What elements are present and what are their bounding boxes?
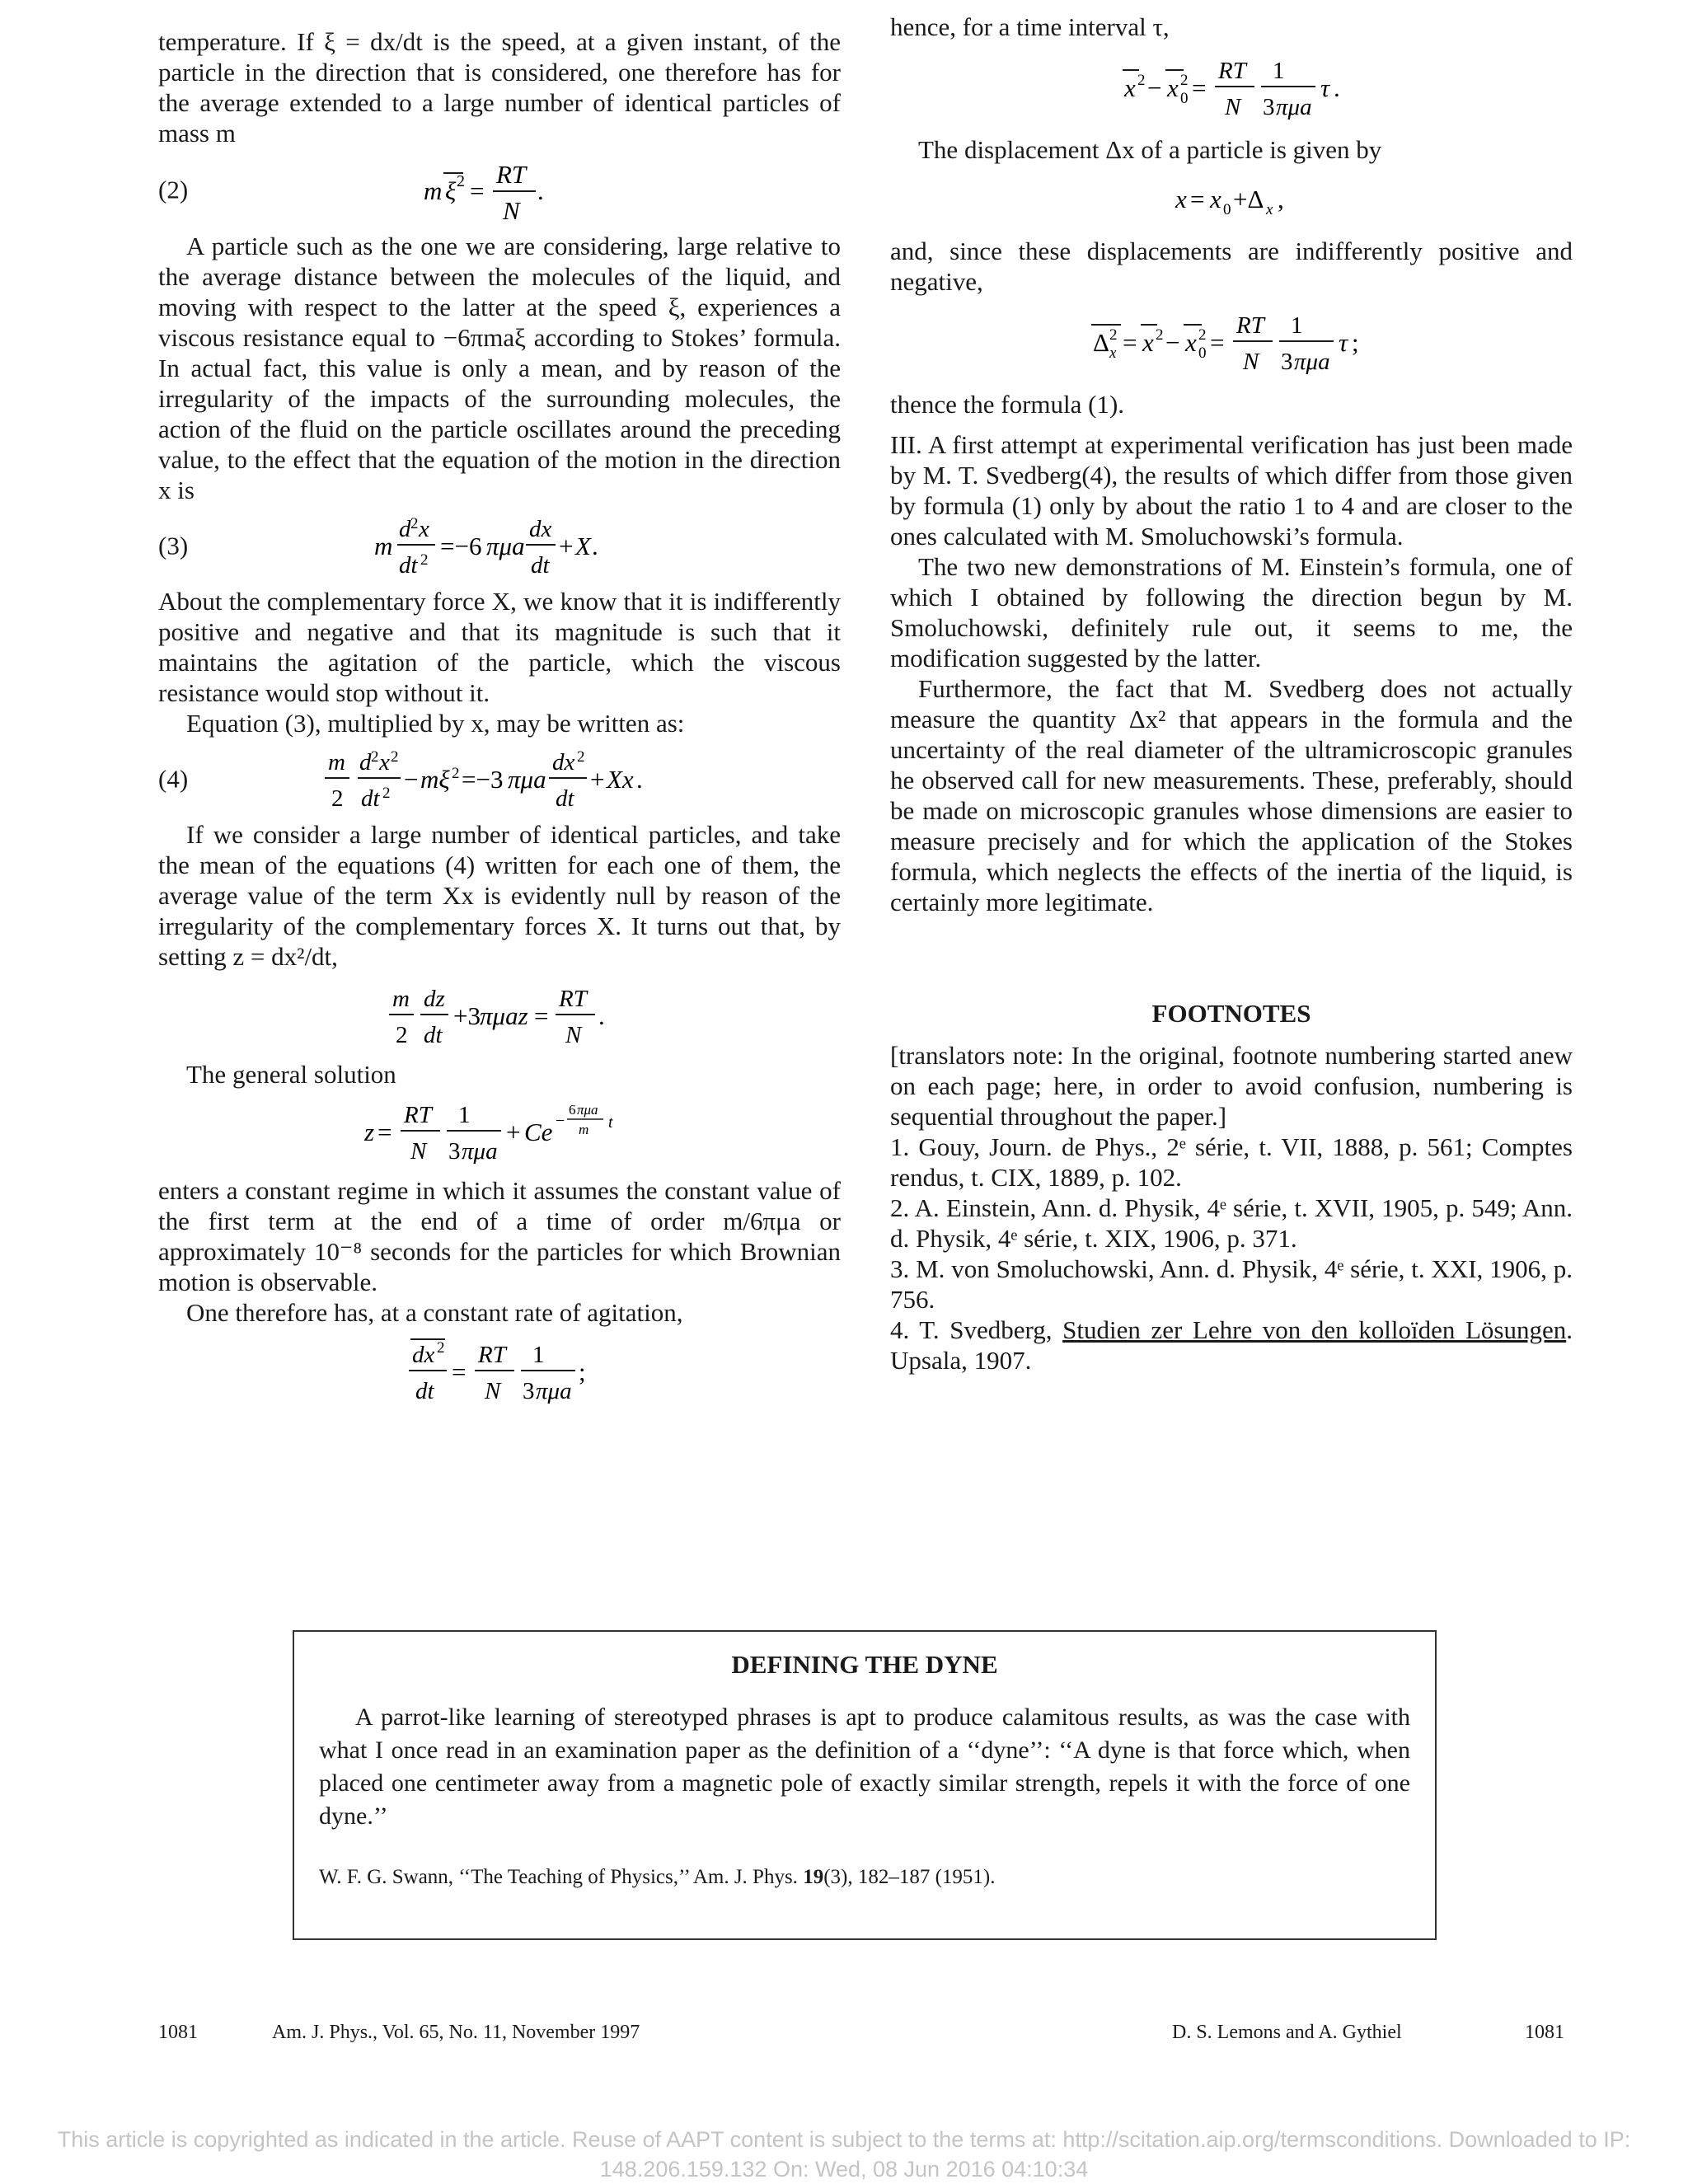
svg-text:N: N — [1243, 349, 1259, 375]
svg-text:2: 2 — [1156, 326, 1164, 344]
footnote-4-prefix: 4. T. Svedberg, — [890, 1315, 1063, 1344]
citation-text: W. F. G. Swann, ‘‘The Teaching of Physics,’’ Am. J. Phys. — [319, 1866, 804, 1888]
svg-text:=: = — [1210, 328, 1225, 357]
footnote-item: 1. Gouy, Journ. de Phys., 2ᵉ série, t. VII, 1888, p. 561; Comptes rendus, t. CIX, 1889, p. 102. — [890, 1132, 1573, 1192]
general-solution-formula — [158, 1096, 841, 1169]
svg-text:1: 1 — [1291, 312, 1303, 339]
svg-text:+Δ: +Δ — [1233, 185, 1264, 213]
paragraph-r7: Furthermore, the fact that M. Svedberg does not actually measure the quantity Δx² that appears in the formula and the uncertainty of the real diameter of the ultramicroscopic granules he observed call for new measurements. These, preferably, should be made on microscopic granules whose dimensions are easier to measure precisely and for which the application of the Stokes formula, which neglects the effects of the inertia of the liquid, is certainly more legitimate. — [890, 674, 1573, 916]
svg-text:πμa: πμa — [1294, 349, 1330, 375]
svg-text:+3: +3 — [453, 1001, 481, 1030]
svg-text:RT: RT — [1236, 312, 1264, 339]
right-column — [890, 12, 1573, 1376]
svg-text:.: . — [636, 765, 643, 794]
svg-text:t: t — [608, 1113, 613, 1132]
svg-text:=: = — [1190, 185, 1205, 213]
svg-text:x: x — [379, 749, 390, 776]
svg-text:dx: dx — [529, 516, 552, 542]
svg-text:2: 2 — [1137, 72, 1146, 89]
svg-text:=: = — [1192, 73, 1207, 102]
svg-text:x: x — [1185, 328, 1197, 357]
footnote-4-title: Studien zer Lehre von den kolloïden Lösungen — [1062, 1315, 1567, 1344]
svg-text:3: 3 — [448, 1138, 461, 1165]
box-citation — [319, 1866, 996, 1889]
footnote-item — [890, 1315, 1573, 1376]
svg-text:πμa: πμa — [508, 765, 546, 794]
footnote-item: 3. M. von Smoluchowski, Ann. d. Physik, 4ᵉ série, t. XXI, 1906, p. 756. — [890, 1254, 1573, 1314]
delta-squared-formula — [890, 303, 1573, 382]
equation-z — [158, 978, 841, 1052]
svg-text:=−3: =−3 — [462, 765, 504, 794]
equation-general-solution — [158, 1096, 841, 1169]
svg-text:−: − — [556, 1112, 565, 1130]
svg-text:m: m — [328, 749, 345, 776]
svg-text:x: x — [419, 516, 429, 542]
svg-text:x: x — [1175, 185, 1187, 213]
svg-text:τ: τ — [1339, 328, 1348, 357]
svg-text:dt: dt — [415, 1378, 434, 1404]
svg-text:x: x — [1109, 344, 1117, 362]
svg-text:=: = — [1123, 328, 1137, 357]
svg-text:3: 3 — [1281, 349, 1293, 375]
svg-text:z: z — [364, 1118, 375, 1146]
equation-2-formula — [158, 155, 841, 224]
svg-text:dz: dz — [424, 986, 445, 1012]
paragraph-1: temperature. If ξ = dx/dt is the speed, at a given instant, of the particle in the direction that is considered, one therefore has for the average extended to a large number of identical particles of mass m — [158, 27, 841, 148]
equation-number: (3) — [158, 531, 189, 560]
paragraph-r3: and, since these displacements are indifferently positive and negative, — [890, 237, 1573, 296]
time-interval-formula — [890, 49, 1573, 128]
svg-text:dx: dx — [552, 749, 575, 776]
paragraph-r4: thence the formula (1). — [890, 390, 1125, 419]
svg-text:Δ: Δ — [1093, 328, 1109, 357]
left-column — [158, 26, 841, 1415]
svg-text:1: 1 — [458, 1102, 471, 1128]
svg-text:1: 1 — [532, 1342, 545, 1368]
equation-number: (2) — [158, 175, 189, 204]
footnotes-translator-note: [translators note: In the original, footnote numbering started anew on each page; here, in order to avoid confusion, numbering is sequential throughout the paper.] — [890, 1041, 1573, 1131]
footer-authors: D. S. Lemons and A. Gythiel — [1172, 2022, 1402, 2043]
svg-text:2: 2 — [382, 785, 391, 802]
svg-text:1: 1 — [1273, 58, 1285, 84]
svg-text:,: , — [1278, 185, 1284, 213]
svg-text:d: d — [399, 516, 411, 542]
svg-text:.: . — [537, 176, 544, 205]
svg-text:N: N — [485, 1378, 501, 1404]
footnote-item: 2. A. Einstein, Ann. d. Physik, 4ᵉ série, t. XVII, 1905, p. 549; Ann. d. Physik, 4ᵉ série, t. XIX, 1906, p. 371. — [890, 1193, 1573, 1253]
equation-mean-square — [158, 1334, 841, 1408]
paragraph-3: About the complementary force X, we know that it is indifferently positive and negative and that its magnitude is such that it maintains the agitation of the particle, which the viscous resistance would stop without it. — [158, 587, 841, 707]
svg-text:m: m — [424, 176, 443, 205]
svg-text:πμaz: πμaz — [480, 1001, 528, 1030]
svg-text:2: 2 — [371, 748, 379, 766]
dyne-box — [293, 1630, 1437, 1940]
svg-text:πμa: πμa — [536, 1378, 572, 1404]
svg-text:dt: dt — [424, 1022, 443, 1048]
svg-text:+: + — [559, 532, 574, 560]
svg-text:N: N — [503, 196, 520, 224]
box-title: DEFINING THE DYNE — [731, 1650, 998, 1679]
svg-text:0: 0 — [1223, 201, 1231, 218]
svg-text:=−6: =−6 — [440, 532, 482, 560]
svg-text:=: = — [534, 1001, 549, 1030]
paragraph-6: The general solution — [186, 1060, 396, 1089]
svg-text:dt: dt — [361, 785, 380, 812]
paragraph-r2: The displacement Δx of a particle is given by — [918, 135, 1382, 164]
equation-delta-squared — [890, 303, 1573, 382]
svg-text:dx: dx — [412, 1342, 435, 1368]
svg-text:=: = — [377, 1118, 392, 1146]
footnote-4-suffix: . Upsala, 1907. — [890, 1315, 1573, 1375]
equation-time-interval — [890, 49, 1573, 128]
svg-text:=: = — [470, 176, 485, 205]
svg-text:ξ: ξ — [445, 176, 457, 205]
svg-text:.: . — [592, 532, 598, 560]
svg-text:.: . — [598, 1001, 605, 1030]
svg-text:RT: RT — [496, 160, 527, 189]
paragraph-2: A particle such as the one we are considering, large relative to the average distance between the molecules of the liquid, and moving with respect to the latter at the speed ξ, experiences a viscous resistance equal to −6πmaξ according to Stokes’ formula. In actual fact, this value is only a mean, and by reason of the irregularity of the impacts of the surrounding molecules, the action of the fluid on the particle oscillates around the preceding value, to the effect that the equation of the motion in the direction x is — [158, 232, 841, 504]
svg-text:N: N — [410, 1138, 427, 1165]
citation-volume: 19 — [803, 1866, 824, 1888]
equation-4 — [158, 745, 841, 813]
svg-text:N: N — [565, 1022, 582, 1048]
copyright-notice — [0, 2125, 1688, 2184]
svg-text:2: 2 — [331, 785, 344, 812]
equation-4-formula — [158, 745, 841, 813]
svg-text:2: 2 — [452, 765, 460, 782]
svg-text:0: 0 — [1180, 90, 1189, 107]
svg-text:2: 2 — [577, 748, 585, 766]
svg-text:;: ; — [1352, 328, 1359, 357]
svg-text:m: m — [374, 532, 393, 560]
equation-number: (4) — [158, 764, 189, 794]
svg-text:d: d — [359, 749, 372, 776]
footer-page-left: 1081 — [158, 2022, 198, 2043]
copyright-line-2: 148.206.159.132 On: Wed, 08 Jun 2016 04:10:34 — [599, 2157, 1089, 2182]
svg-text:2: 2 — [1198, 326, 1207, 344]
svg-text:2: 2 — [420, 551, 429, 569]
mean-square-formula — [158, 1334, 841, 1408]
svg-text:−: − — [1147, 73, 1162, 102]
svg-text:2: 2 — [457, 172, 465, 190]
svg-text:x: x — [1142, 328, 1154, 357]
citation-pages: (3), 182–187 (1951). — [823, 1866, 996, 1888]
svg-text:2: 2 — [396, 1022, 408, 1048]
svg-text:m: m — [392, 986, 410, 1012]
svg-text:6: 6 — [569, 1102, 576, 1118]
svg-text:dt: dt — [531, 552, 550, 579]
svg-text:.: . — [1334, 73, 1340, 102]
svg-text:RT: RT — [404, 1102, 432, 1128]
svg-text:=: = — [452, 1357, 467, 1386]
svg-text:RT: RT — [559, 986, 587, 1012]
svg-text:Xx: Xx — [607, 765, 634, 794]
svg-text:2: 2 — [437, 1339, 445, 1357]
paragraph-r5: III. A first attempt at experimental verification has just been made by M. T. Svedberg(4), the results of which differ from those given by formula (1) only by about the ratio 1 to 4 and are closer to the ones calculated with M. Smoluchowski’s formula. — [890, 430, 1573, 551]
paragraph-4: Equation (3), multiplied by x, may be written as: — [186, 709, 685, 738]
svg-text:;: ; — [579, 1357, 586, 1386]
svg-text:Ce: Ce — [524, 1118, 553, 1146]
svg-text:+: + — [506, 1118, 521, 1146]
footnotes-title: FOOTNOTES — [1151, 999, 1311, 1028]
svg-text:mξ: mξ — [420, 765, 450, 794]
svg-text:x: x — [1167, 73, 1179, 102]
svg-text:+: + — [590, 765, 605, 794]
svg-text:x: x — [1210, 185, 1221, 213]
footer-journal: Am. J. Phys., Vol. 65, No. 11, November 1997 — [272, 2022, 640, 2043]
svg-text:x: x — [1266, 201, 1273, 218]
equation-2 — [158, 155, 841, 224]
equation-3 — [158, 512, 841, 579]
svg-text:m: m — [579, 1122, 589, 1137]
equation-displacement — [890, 171, 1573, 229]
svg-text:τ: τ — [1320, 73, 1330, 102]
svg-text:dt: dt — [399, 552, 418, 579]
svg-text:RT: RT — [1218, 58, 1246, 84]
equation-3-formula — [158, 512, 841, 579]
paragraph-8: One therefore has, at a constant rate of agitation, — [186, 1298, 683, 1327]
svg-text:x: x — [1124, 73, 1136, 102]
copyright-line-1: This article is copyrighted as indicated in the article. Reuse of AAPT content is subject to the terms at: http://scitation.aip.org/termsconditions. Downloaded to IP: — [57, 2127, 1631, 2152]
svg-text:−: − — [1165, 328, 1180, 357]
paragraph-r6: The two new demonstrations of M. Einstein’s formula, one of which I obtained by following the direction begun by M. Smoluchowski, definitely rule out, it seems to me, the modification suggested by the latter. — [890, 552, 1573, 673]
paragraph-r1: hence, for a time interval τ, — [890, 12, 1170, 41]
svg-text:0: 0 — [1198, 344, 1207, 362]
svg-text:dt: dt — [556, 785, 574, 812]
svg-text:2: 2 — [1109, 326, 1118, 344]
svg-text:X: X — [575, 532, 591, 560]
svg-text:N: N — [1225, 94, 1241, 120]
paragraph-7: enters a constant regime in which it assumes the constant value of the first term at the end of a time of order m/6πμa or approximately 10⁻⁸ seconds for the particles for which Brownian motion is observable. — [158, 1176, 841, 1296]
footer-page-right: 1081 — [1525, 2022, 1564, 2043]
svg-text:2: 2 — [1180, 72, 1189, 89]
box-text: A parrot-like learning of stereotyped phrases is apt to produce calamitous results, as was the case with what I once read in an examination paper as the definition of a ‘‘dyne’’: ‘‘A dyne is that force which, when placed one centimeter away from a magnetic pole of exactly similar strength, repels it with the force of one dyne.’’ — [319, 1704, 1410, 1830]
displacement-formula — [890, 171, 1573, 229]
svg-text:−: − — [404, 765, 419, 794]
equation-z-formula — [158, 978, 841, 1052]
svg-text:2: 2 — [410, 515, 419, 532]
svg-text:πμa: πμa — [462, 1138, 498, 1165]
svg-text:πμa: πμa — [577, 1102, 598, 1118]
svg-text:πμa: πμa — [486, 532, 525, 560]
svg-text:πμa: πμa — [1276, 94, 1312, 120]
svg-text:2: 2 — [391, 748, 399, 766]
paragraph-5: If we consider a large number of identical particles, and take the mean of the equations (4) written for each one of them, the average value of the term Xx is evidently null by reason of the irregularity of the complementary forces X. It turns out that, by setting z = dx²/dt, — [158, 820, 841, 971]
svg-text:3: 3 — [1263, 94, 1275, 120]
svg-text:RT: RT — [478, 1342, 506, 1368]
svg-text:3: 3 — [523, 1378, 535, 1404]
